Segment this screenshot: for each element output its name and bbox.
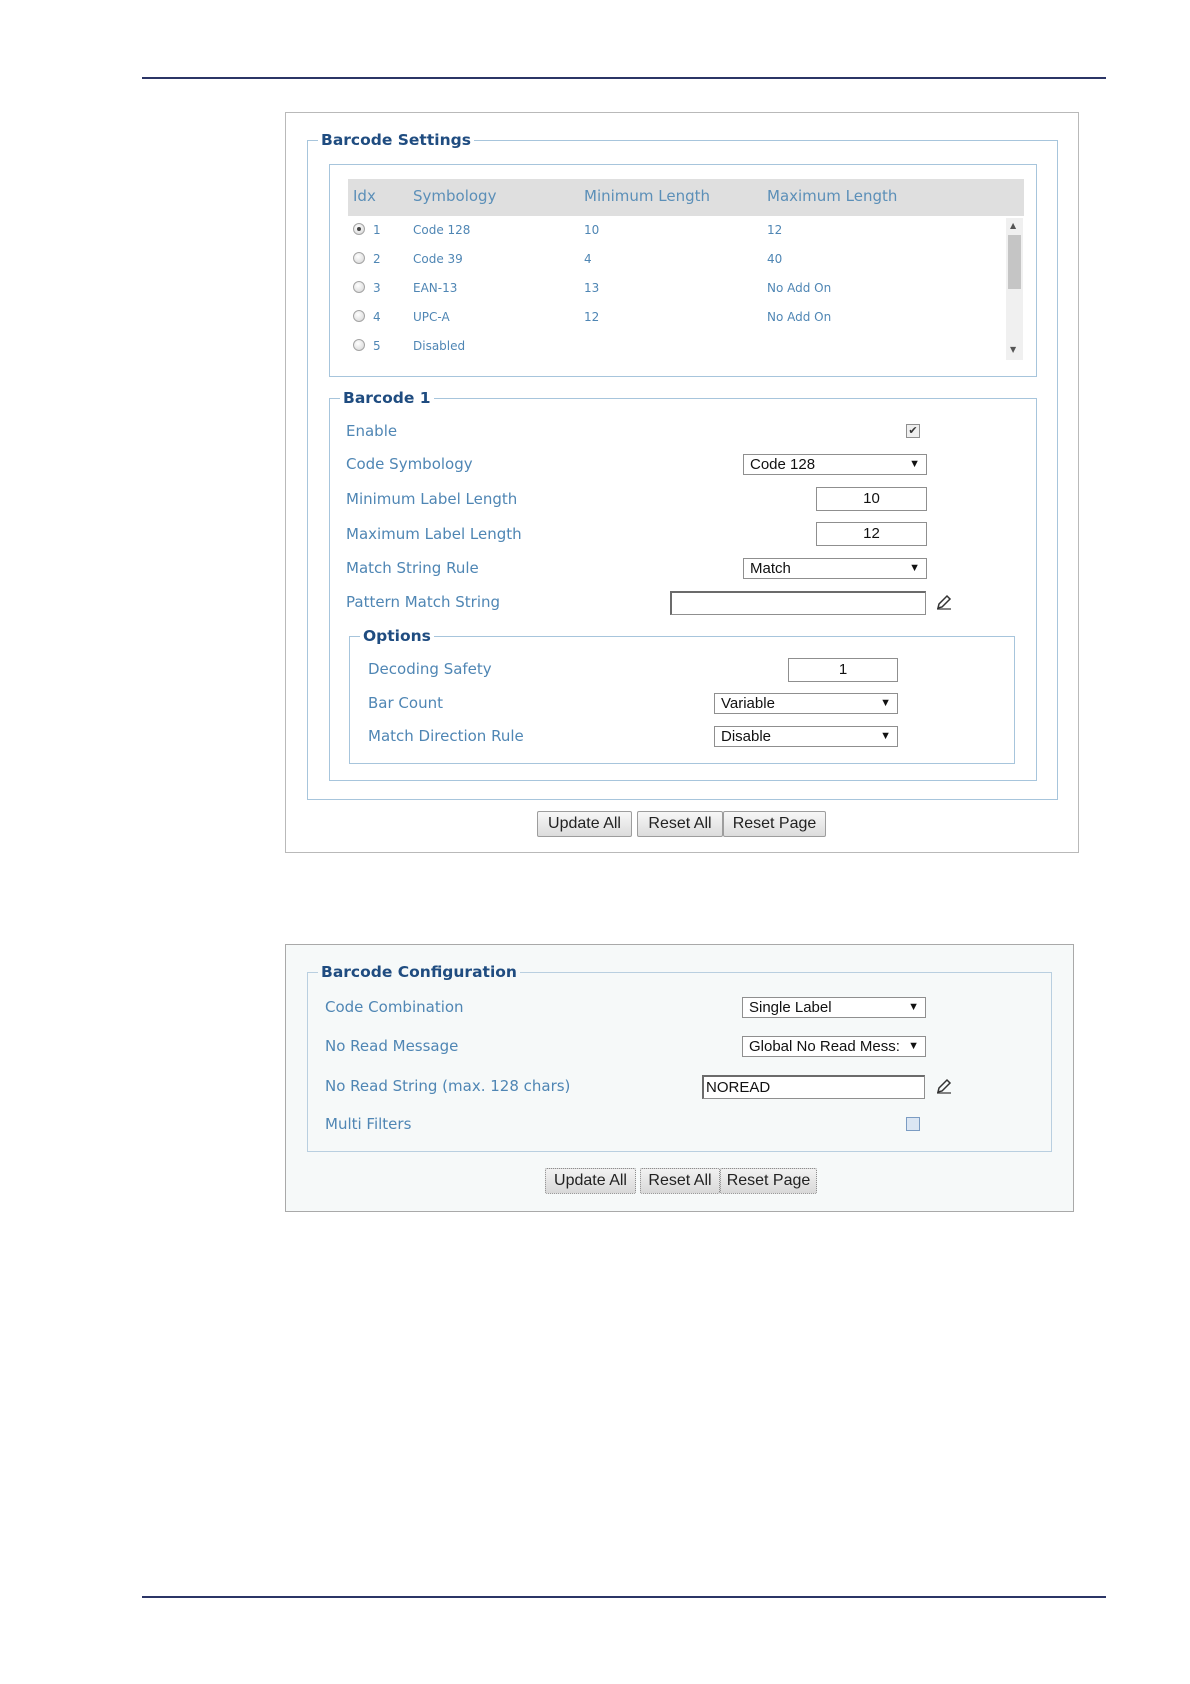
- bar-count-value: Variable: [721, 695, 775, 712]
- enable-checkbox[interactable]: ✔: [906, 424, 920, 438]
- row-symbology: Disabled: [413, 339, 466, 353]
- scroll-down-icon[interactable]: ▼: [1010, 345, 1017, 354]
- footer-rule: [142, 1596, 1106, 1598]
- decoding-safety-input[interactable]: 1: [788, 658, 898, 682]
- pattern-match-string-input[interactable]: [670, 591, 926, 615]
- row-radio[interactable]: [353, 339, 365, 351]
- row-radio[interactable]: [353, 310, 365, 322]
- row-radio[interactable]: [353, 252, 365, 264]
- multi-filters-checkbox[interactable]: [906, 1117, 920, 1131]
- enable-label: Enable: [346, 422, 398, 440]
- match-direction-rule-select[interactable]: [714, 726, 898, 747]
- bar-count-label: Bar Count: [368, 694, 443, 712]
- chevron-down-icon: ▼: [880, 730, 891, 742]
- barcode-configuration-legend: Barcode Configuration: [318, 961, 520, 983]
- row-min-length: 12: [584, 310, 600, 324]
- bar-count-select[interactable]: [714, 693, 898, 714]
- row-symbology: Code 39: [413, 252, 463, 266]
- code-combination-select[interactable]: [742, 997, 926, 1018]
- row-idx: 3: [373, 281, 381, 295]
- pencil-icon[interactable]: [935, 593, 953, 611]
- code-symbology-label: Code Symbology: [346, 455, 473, 473]
- pattern-match-string-label: Pattern Match String: [346, 593, 501, 611]
- row-min-length: 10: [584, 223, 600, 237]
- col-header-idx: Idx: [353, 187, 376, 205]
- row-idx: 4: [373, 310, 381, 324]
- update-all-button[interactable]: Update All: [537, 811, 632, 837]
- row-radio[interactable]: [353, 223, 365, 235]
- chevron-down-icon: ▼: [880, 697, 891, 709]
- update-all-button[interactable]: Update All: [545, 1168, 636, 1194]
- no-read-message-label: No Read Message: [325, 1037, 459, 1055]
- max-label-length-label: Maximum Label Length: [346, 525, 522, 543]
- row-symbology: Code 128: [413, 223, 471, 237]
- row-max-length: 12: [767, 223, 783, 237]
- row-idx: 5: [373, 339, 381, 353]
- reset-all-button[interactable]: Reset All: [637, 811, 723, 837]
- match-string-rule-select[interactable]: [743, 558, 927, 579]
- code-symbology-value: Code 128: [750, 456, 816, 473]
- row-min-length: 13: [584, 281, 600, 295]
- options-legend: Options: [360, 625, 434, 647]
- row-idx: 1: [373, 223, 381, 237]
- col-header-min-length: Minimum Length: [584, 187, 711, 205]
- row-min-length: 4: [584, 252, 592, 266]
- match-string-rule-label: Match String Rule: [346, 559, 479, 577]
- reset-page-button[interactable]: Reset Page: [723, 811, 826, 837]
- no-read-string-label: No Read String (max. 128 chars): [325, 1077, 571, 1095]
- col-header-symbology: Symbology: [413, 187, 497, 205]
- min-label-length-input[interactable]: 10: [816, 487, 927, 511]
- row-max-length: No Add On: [767, 310, 832, 324]
- barcode-settings-legend: Barcode Settings: [318, 129, 474, 151]
- row-max-length: 40: [767, 252, 783, 266]
- max-label-length-input[interactable]: 12: [816, 522, 927, 546]
- chevron-down-icon: ▼: [908, 1001, 919, 1013]
- multi-filters-label: Multi Filters: [325, 1115, 412, 1133]
- chevron-down-icon: ▼: [905, 1037, 919, 1056]
- barcode1-legend: Barcode 1: [340, 387, 434, 409]
- row-radio[interactable]: [353, 281, 365, 293]
- header-rule: [142, 77, 1106, 79]
- row-symbology: UPC-A: [413, 310, 450, 324]
- match-string-rule-value: Match: [750, 560, 791, 577]
- decoding-safety-label: Decoding Safety: [368, 660, 492, 678]
- no-read-message-select[interactable]: [742, 1036, 926, 1057]
- table-scrollbar[interactable]: [1006, 218, 1023, 360]
- chevron-down-icon: ▼: [909, 562, 920, 574]
- reset-page-button[interactable]: Reset Page: [720, 1168, 817, 1194]
- chevron-down-icon: ▼: [909, 458, 920, 470]
- no-read-string-input[interactable]: NOREAD: [702, 1075, 925, 1099]
- row-symbology: EAN-13: [413, 281, 458, 295]
- code-symbology-select[interactable]: [743, 454, 927, 475]
- code-combination-value: Single Label: [749, 999, 832, 1016]
- col-header-max-length: Maximum Length: [767, 187, 898, 205]
- code-combination-label: Code Combination: [325, 998, 464, 1016]
- reset-all-button[interactable]: Reset All: [640, 1168, 720, 1194]
- min-label-length-label: Minimum Label Length: [346, 490, 518, 508]
- no-read-message-value: Global No Read Mess:: [749, 1038, 900, 1055]
- row-idx: 2: [373, 252, 381, 266]
- match-direction-rule-label: Match Direction Rule: [368, 727, 524, 745]
- scroll-thumb[interactable]: [1008, 235, 1021, 289]
- scroll-up-icon[interactable]: ▲: [1010, 221, 1017, 230]
- row-max-length: No Add On: [767, 281, 832, 295]
- match-direction-rule-value: Disable: [721, 728, 772, 745]
- pencil-icon[interactable]: [935, 1077, 953, 1095]
